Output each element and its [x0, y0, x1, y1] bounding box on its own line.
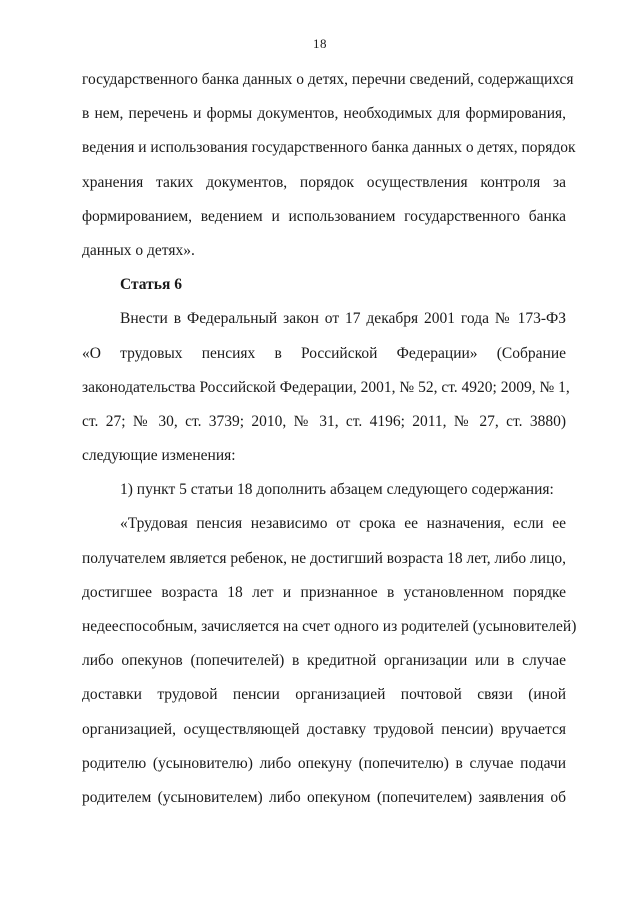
- text-line: либо опекунов (попечителей) в кредитной организации или в случае: [82, 652, 566, 670]
- text-line: законодательства Российской Федерации, 2001, № 52, ст. 4920; 2009, № 1,: [82, 378, 570, 396]
- text-line: данных о детях».: [82, 241, 195, 259]
- text-line: государственного банка данных о детях, перечни сведений, содержащихся: [82, 71, 574, 88]
- article-heading: Статья 6: [120, 276, 182, 294]
- page-number: 18: [313, 36, 327, 51]
- text-line: «О трудовых пенсиях в Российской Федерации» (Собрание: [82, 344, 566, 362]
- text-line: формированием, ведением и использованием государственного банка: [82, 207, 566, 225]
- text-line: достигшее возраста 18 лет и признанное в установленном порядке: [82, 583, 566, 601]
- text-line: в нем, перечень и формы документов, необходимых для формирования,: [82, 105, 566, 123]
- list-item: 1) пункт 5 статьи 18 дополнить абзацем следующего содержания:: [120, 481, 554, 499]
- text-line: ст. 27; № 30, ст. 3739; 2010, № 31, ст. 4196; 2011, № 27, ст. 3880): [82, 412, 566, 430]
- text-line: родителем (усыновителем) либо опекуном (попечителем) заявления об: [82, 788, 566, 806]
- text-line: ведения и использования государственного банка данных о детях, порядок: [82, 139, 576, 157]
- text-line: доставки трудовой пенсии организацией почтовой связи (иной: [82, 686, 566, 704]
- text-line: следующие изменения:: [82, 447, 236, 465]
- text-line: хранения таких документов, порядок осуществления контроля за: [82, 173, 566, 191]
- text-line: Внести в Федеральный закон от 17 декабря 2001 года № 173-ФЗ: [120, 310, 566, 328]
- text-line: получателем является ребенок, не достигший возраста 18 лет, либо лицо,: [82, 549, 566, 567]
- text-line: организацией, осуществляющей доставку трудовой пенсии) вручается: [82, 720, 566, 738]
- text-line: недееспособным, зачисляется на счет одного из родителей (усыновителей): [82, 618, 577, 635]
- text-line: «Трудовая пенсия независимо от срока ее назначения, если ее: [120, 515, 566, 533]
- text-line: родителю (усыновителю) либо опекуну (попечителю) в случае подачи: [82, 754, 566, 772]
- document-body: [82, 63, 577, 815]
